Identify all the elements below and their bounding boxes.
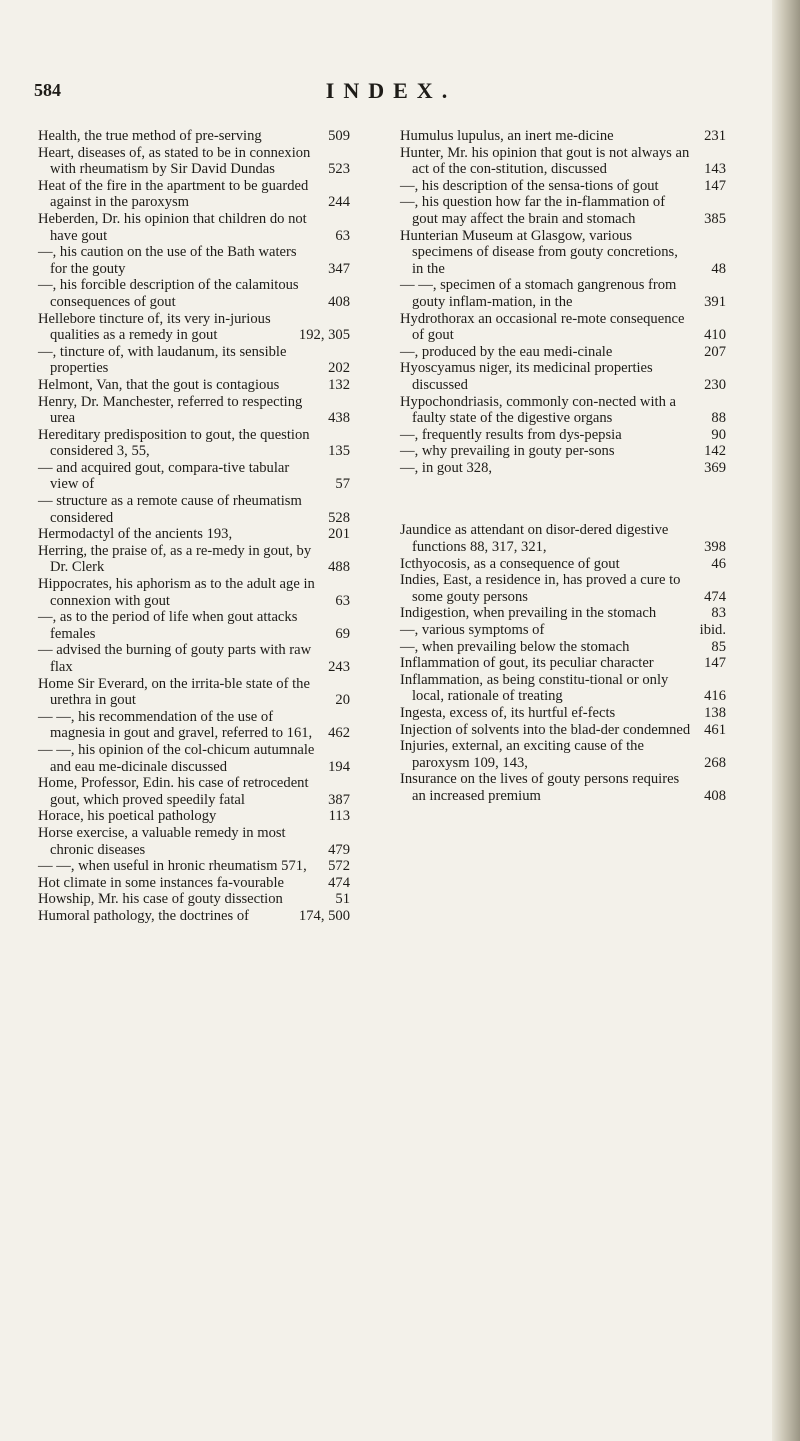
index-entry-text: Henry, Dr. Manchester, referred to respecting urea <box>38 393 303 427</box>
index-entry-text: Hippocrates, his aphorism as to the adult age in connexion with gout <box>38 576 315 609</box>
index-entry-pages: 69 <box>335 625 350 642</box>
index-entry <box>400 194 726 227</box>
index-entry-text: Humoral pathology, the doctrines of <box>38 907 250 924</box>
index-entry-pages: 90 <box>711 426 726 443</box>
index-entry-text: Heart, diseases of, as stated to be in connexion with rheumatism by Sir David Dundas <box>38 144 311 178</box>
index-entry-pages: 147 <box>704 177 726 194</box>
index-entry-pages: 347 <box>328 260 350 277</box>
index-entry <box>400 311 726 344</box>
index-entry-text: —, various symptoms of <box>400 622 545 639</box>
index-entry <box>38 775 350 808</box>
index-entry-pages: 391 <box>704 293 726 310</box>
index-entry <box>38 244 350 277</box>
index-entry <box>38 858 350 875</box>
index-entry-pages: 462 <box>328 725 350 742</box>
index-entry-text: Inflammation of gout, its peculiar character <box>400 655 654 672</box>
index-entry-pages: 48 <box>711 260 726 277</box>
index-entry-text: —, his description of the sensa-tions of gout <box>400 177 659 194</box>
index-entry-text: Jaundice as attendant on disor-dered digestive functions 88, 317, 321, <box>400 522 669 556</box>
index-entry-text: —, his forcible description of the calamitous consequences of gout <box>38 277 299 310</box>
index-entry <box>38 277 350 310</box>
index-entry-text: Herring, the praise of, as a re-medy in gout, by Dr. Clerk <box>38 542 312 576</box>
index-entry-pages: 387 <box>328 791 350 808</box>
index-entry-text: — structure as a remote cause of rheumatism considered <box>38 493 302 526</box>
index-entry-pages: 174, 500 <box>298 907 350 924</box>
index-entry <box>38 128 350 145</box>
index-entry <box>400 705 726 722</box>
index-entry-pages: 138 <box>704 705 726 721</box>
index-entry-text: —, when prevailing below the stomach <box>400 638 630 655</box>
index-entry-text: —, his question how far the in-flammation of gout may affect the brain and stomach <box>400 194 666 227</box>
index-entry-text: Hunterian Museum at Glasgow, various specimens of disease from gouty concretions, in the <box>400 227 678 277</box>
index-entry <box>38 311 350 344</box>
index-entry-pages: 474 <box>328 874 350 891</box>
index-entry <box>38 808 350 825</box>
index-entry-pages: 410 <box>704 327 726 344</box>
index-entry-text: Hot climate in some instances fa-vourable <box>38 874 284 891</box>
index-entry <box>400 277 726 310</box>
index-entry-text: — —, his opinion of the col-chicum autumnale and eau me-dicinale discussed <box>38 741 315 775</box>
right-index-column <box>400 128 726 805</box>
index-entry-text: Injuries, external, an exciting cause of the paroxysm 109, 143, <box>400 738 644 771</box>
index-entry-pages: 416 <box>704 688 726 705</box>
index-entry-pages: 142 <box>704 443 726 460</box>
index-entry-text: Horace, his poetical pathology <box>38 808 217 825</box>
index-entry-pages: 63 <box>335 592 350 609</box>
index-entry-text: Heberden, Dr. his opinion that children do not have gout <box>38 210 307 244</box>
index-entry <box>38 493 350 526</box>
index-entry-text: — —, specimen of a stomach gangrenous from gouty inflam-mation, in the <box>400 277 677 310</box>
index-entry-text: Hypochondriasis, commonly con-nected with a faulty state of the digestive organs <box>400 393 676 427</box>
index-entry-pages: 135 <box>328 443 350 460</box>
index-entry-pages: 57 <box>335 476 350 493</box>
index-entry-text: —, as to the period of life when gout attacks females <box>38 609 298 642</box>
column-gap <box>400 476 726 522</box>
index-entry <box>400 178 726 195</box>
index-entry <box>38 676 350 709</box>
index-entry-pages: ibid. <box>699 622 726 639</box>
index-entry-pages: 369 <box>704 459 726 476</box>
index-entry-pages: 398 <box>704 539 726 556</box>
index-entry-pages: 461 <box>704 721 726 738</box>
index-entry <box>38 178 350 211</box>
index-entry-pages: 488 <box>328 559 350 576</box>
index-entry <box>400 344 726 361</box>
index-entry <box>400 672 726 705</box>
index-entry-text: Hunter, Mr. his opinion that gout is not always an act of the con-stitution, discussed <box>400 144 690 178</box>
index-entry-text: —, why prevailing in gouty per-sons <box>400 443 615 460</box>
index-entry <box>38 211 350 244</box>
index-entry-pages: 51 <box>335 891 350 908</box>
index-entry-pages: 85 <box>711 638 726 655</box>
index-entry <box>38 543 350 576</box>
index-entry <box>400 738 726 771</box>
index-entry-text: —, produced by the eau medi-cinale <box>400 343 613 360</box>
index-entry-pages: 202 <box>328 360 350 377</box>
index-entry-pages: 207 <box>704 343 726 360</box>
running-head: INDEX. <box>325 78 457 103</box>
index-entry-pages: 438 <box>328 410 350 427</box>
index-entry <box>38 526 350 543</box>
index-entry-text: —, tincture of, with laudanum, its sensible properties <box>38 343 287 377</box>
index-entry <box>400 145 726 178</box>
index-entry-text: Indies, East, a residence in, has proved a cure to some gouty persons <box>400 572 681 605</box>
index-entry-text: Health, the true method of pre-serving <box>38 128 262 144</box>
index-entry-pages: 243 <box>328 659 350 675</box>
index-entry <box>38 460 350 493</box>
index-entry-text: — —, his recommendation of the use of magnesia in gout and gravel, referred to 161, <box>38 708 313 742</box>
index-entry <box>400 128 726 145</box>
index-entry-pages: 192, 305 <box>298 327 350 344</box>
index-entry-text: Hereditary predisposition to gout, the question considered 3, 55, <box>38 426 310 460</box>
page-number: 584 <box>34 80 61 100</box>
index-entry-text: Inflammation, as being constitu-tional or only local, rationale of treating <box>400 671 669 705</box>
index-entry <box>400 460 726 477</box>
page-header <box>26 80 666 110</box>
index-entry-pages: 268 <box>704 754 726 771</box>
index-entry-text: Hydrothorax an occasional re-mote consequence of gout <box>400 310 685 344</box>
index-entry-text: —, frequently results from dys-pepsia <box>400 426 622 443</box>
index-entry-pages: 113 <box>328 808 350 825</box>
index-entry-pages: 385 <box>704 210 726 227</box>
index-entry <box>400 522 726 555</box>
index-entry-text: Howship, Mr. his case of gouty dissection <box>38 891 283 908</box>
index-entry <box>38 642 350 675</box>
left-index-column <box>38 128 350 925</box>
index-entry <box>400 605 726 622</box>
index-entry <box>400 639 726 656</box>
index-entry-text: Home, Professor, Edin. his case of retrocedent gout, which proved speedily fatal <box>38 775 309 808</box>
index-entry-text: Injection of solvents into the blad-der condemned <box>400 721 691 738</box>
index-entry-pages: 46 <box>711 555 726 572</box>
index-entry-text: —, his caution on the use of the Bath waters for the gouty <box>38 244 297 277</box>
index-entry <box>38 609 350 642</box>
index-entry <box>38 145 350 178</box>
index-entry-pages: 20 <box>335 692 350 709</box>
index-entry <box>400 655 726 672</box>
index-entry-text: — —, when useful in hronic rheumatism 571, <box>38 858 307 875</box>
index-entry-pages: 132 <box>328 376 350 393</box>
index-entry-pages: 509 <box>328 128 350 144</box>
index-entry-pages: 143 <box>704 161 726 178</box>
index-entry <box>38 394 350 427</box>
index-entry-text: —, in gout 328, <box>400 459 493 476</box>
index-entry <box>400 443 726 460</box>
index-entry <box>38 344 350 377</box>
index-entry-text: Ingesta, excess of, its hurtful ef-fects <box>400 705 616 721</box>
index-entry-text: Home Sir Everard, on the irrita-ble state of the urethra in gout <box>38 675 310 709</box>
index-entry-pages: 523 <box>328 161 350 178</box>
index-entry-pages: 479 <box>328 841 350 858</box>
index-entry-pages: 83 <box>711 605 726 622</box>
index-entry-pages: 408 <box>328 293 350 310</box>
index-entry-text: Hermodactyl of the ancients 193, <box>38 526 233 543</box>
index-entry <box>38 427 350 460</box>
index-entry-text: Horse exercise, a valuable remedy in most chronic diseases <box>38 824 286 858</box>
index-entry-pages: 201 <box>328 526 350 543</box>
index-entry <box>38 875 350 892</box>
index-entry-pages: 572 <box>328 858 350 875</box>
index-entry-text: Heat of the fire in the apartment to be guarded against in the paroxysm <box>38 177 309 211</box>
index-entry <box>400 556 726 573</box>
index-entry-pages: 63 <box>335 227 350 244</box>
index-entry-pages: 231 <box>704 128 726 144</box>
index-entry <box>400 622 726 639</box>
index-entry-text: Icthyocosis, as a consequence of gout <box>400 555 620 572</box>
index-entry-pages: 244 <box>328 194 350 211</box>
index-entry <box>38 825 350 858</box>
index-entry-text: Indigestion, when prevailing in the stomach <box>400 605 657 622</box>
index-entry-text: — advised the burning of gouty parts with raw flax <box>38 642 312 675</box>
index-entry-pages: 88 <box>711 410 726 427</box>
index-entry-pages: 230 <box>704 376 726 393</box>
index-entry <box>400 572 726 605</box>
index-entry-pages: 528 <box>328 509 350 526</box>
index-entry <box>400 360 726 393</box>
index-entry-text: Helmont, Van, that the gout is contagious <box>38 376 280 393</box>
index-entry-pages: 147 <box>704 655 726 672</box>
index-entry <box>400 427 726 444</box>
index-entry <box>400 722 726 739</box>
index-entry <box>400 394 726 427</box>
index-entry-text: Insurance on the lives of gouty persons requires an increased premium <box>400 771 680 804</box>
index-entry <box>38 377 350 394</box>
index-entry-pages: 194 <box>328 758 350 775</box>
book-binding-edge <box>772 0 800 1441</box>
index-entry <box>38 908 350 925</box>
index-entry <box>400 771 726 804</box>
index-entry <box>38 709 350 742</box>
index-entry-text: Hyoscyamus niger, its medicinal properties discussed <box>400 360 653 393</box>
index-entry-pages: 474 <box>704 588 726 605</box>
index-entry-pages: 408 <box>704 787 726 804</box>
index-entry-text: Humulus lupulus, an inert me-dicine <box>400 128 614 144</box>
index-entry <box>38 891 350 908</box>
index-entry-text: Hellebore tincture of, its very in-jurious qualities as a remedy in gout <box>38 310 271 344</box>
index-entry-text: — and acquired gout, compara-tive tabular view of <box>38 459 290 493</box>
index-entry <box>400 228 726 278</box>
index-entry <box>38 742 350 775</box>
index-entry <box>38 576 350 609</box>
